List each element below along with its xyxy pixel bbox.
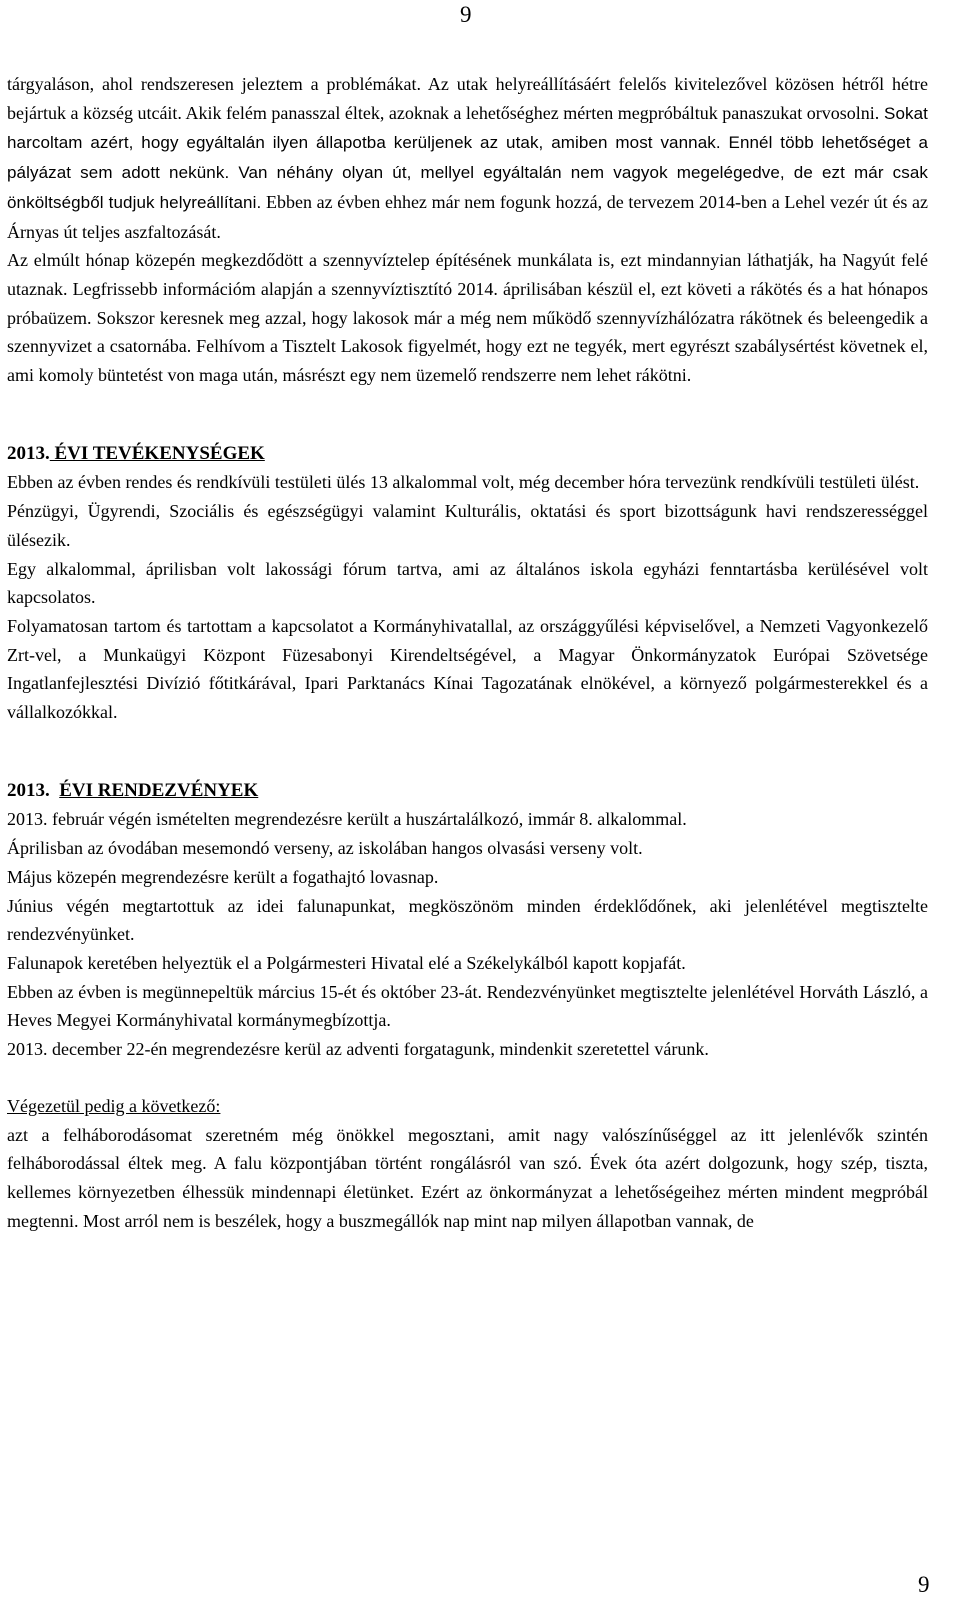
page-number-bottom: 9: [918, 1572, 930, 1597]
intro-paragraph-sewage: Az elmúlt hónap közepén megkezdődött a szennyvíztelep építésének munkálata is, ezt mindannyian láthatják, ha Nagyút felé utaznak. Legfrissebb információm alapján a szennyvíztisztító 2014. áprilisában készül el, ezt követi a rákötés és a hat hónapos próbaüzem. Sokszor keresnek meg azzal, hogy lakosok már a még nem működő szennyvízhálózatra rákötnek és beleengedik a szennyvizet a csatornába. Felhívom a Tisztelt Lakosok figyelmét, hogy ezt ne tegyék, mert egyrészt szabálysértést követnek el, ami komoly büntetést von maga után, másrészt egy nem üzemelő rendszerre nem lehet rákötni.: [7, 250, 928, 386]
activities-paragraph-4: Folyamatosan tartom és tartottam a kapcsolatot a Kormányhivatallal, az országgyűlési képviselővel, a Nemzeti Vagyonkezelő Zrt-vel, a Munkaügyi Központ Füzesabonyi Kirendeltségével, a Magyar Önkormányzatok Európai Szövetsége Ingatlanfejlesztési Divízió főtitkárával, Ipari Parktanács Kínai Tagozatának elnökével, a környező polgármesterekkel és a vállalkozókkal.: [7, 615, 928, 723]
events-heading-year: 2013.: [7, 779, 50, 801]
activities-paragraph-3: Egy alkalommal, áprilisban volt lakossági fórum tartva, ami az általános iskola egyházi fenntartásba kerülésével volt kapcsolatos.: [7, 558, 928, 608]
activities-heading-title: ÉVI TEVÉKENYSÉGEK: [49, 442, 265, 464]
events-paragraph-5: Falunapok keretében helyeztük el a Polgármesteri Hivatal elé a Székelykálból kapott kopjafát.: [7, 952, 686, 973]
activities-heading: [7, 440, 928, 469]
activities-paragraph-1: Ebben az évben rendes és rendkívüli testületi ülés 13 alkalommal volt, még december hóra tervezünk rendkívüli testületi ülést.: [7, 472, 920, 493]
activities-heading-year: 2013.: [7, 442, 50, 464]
page-number-top: 9: [460, 2, 472, 27]
events-paragraph-4: Június végén megtartottuk az idei falunapunkat, megköszönöm minden érdeklődőnek, aki jelenlétével megtisztelte rendezvényünket.: [7, 895, 928, 945]
spacer: [7, 1064, 928, 1092]
activities-paragraph-2: Pénzügyi, Ügyrendi, Szociális és egészségügyi valamint Kulturális, oktatási és sport bizottságunk havi rendszerességgel ülésezik.: [7, 501, 928, 550]
events-paragraph-7: 2013. december 22-én megrendezésre kerül az adventi forgatagunk, mindenkit szeretettel várunk.: [7, 1039, 709, 1060]
events-paragraph-3: Május közepén megrendezésre került a fogathajtó lovasnap.: [7, 866, 439, 887]
spacer: [7, 727, 928, 777]
roads-text-a: tárgyaláson, ahol rendszeresen jeleztem a problémákat. Az utak helyreállításáért felelős kivitelezővel közösen hétről hétre bejártuk a község utcáit. Akik felém panasszal éltek, azoknak a lehetőséghez mérten megpróbáltuk panaszukat orvosolni.: [7, 74, 928, 123]
events-heading: [7, 777, 928, 806]
spacer: [7, 390, 928, 440]
closing-paragraph: azt a felháborodásomat szeretném még önökkel megosztani, amit nagy valószínűséggel az itt jelenlévők szintén felháborodással éltek meg. A falu központjában történt rongálásról van szó. Évek óta azért dolgozunk, hogy szép, tiszta, kellemes környezetben élhessük mindennapi életünket. Ezért az önkormányzat a lehetőségeihez mérten mindent megpróbál megtenni. Most arról nem is beszélek, hogy a buszmegállók nap mint nap milyen állapotban vannak, de: [7, 1124, 928, 1231]
events-paragraph-1: 2013. február végén ismételten megrendezésre került a huszártalálkozó, immár 8. alkalommal.: [7, 809, 687, 830]
intro-paragraph-roads: [7, 70, 928, 246]
document-body: [7, 70, 928, 1235]
events-paragraph-2: Áprilisban az óvodában mesemondó verseny, az iskolában hangos olvasási verseny volt.: [7, 838, 643, 859]
roads-text-b: Ebben az évben ehhez már nem fogunk hozzá, de tervezem 2014-ben a Lehel vezér út és az Árnyas út teljes aszfaltozását.: [7, 191, 929, 242]
roads-text-sans: Sokat harcoltam azért, hogy egyáltalán ilyen állapotba kerüljenek az utak, amiben most vannak. Ennél több lehetőséget a pályázat sem adott nekünk. Van néhány olyan út, mellyel egyáltalán nem vagyok megelégedve, de ezt már csak önköltségből tudjuk helyreállítani.: [7, 103, 928, 212]
events-paragraph-6: Ebben az évben is megünnepeltük március 15-ét és október 23-át. Rendezvényünket megtisztelte jelenlétével Horváth László, a Heves Megyei Kormányhivatal kormánymegbízottja.: [7, 981, 928, 1031]
events-heading-title: ÉVI RENDEZVÉNYEK: [59, 779, 259, 801]
closing-heading: Végezetül pedig a következő:: [7, 1095, 221, 1116]
